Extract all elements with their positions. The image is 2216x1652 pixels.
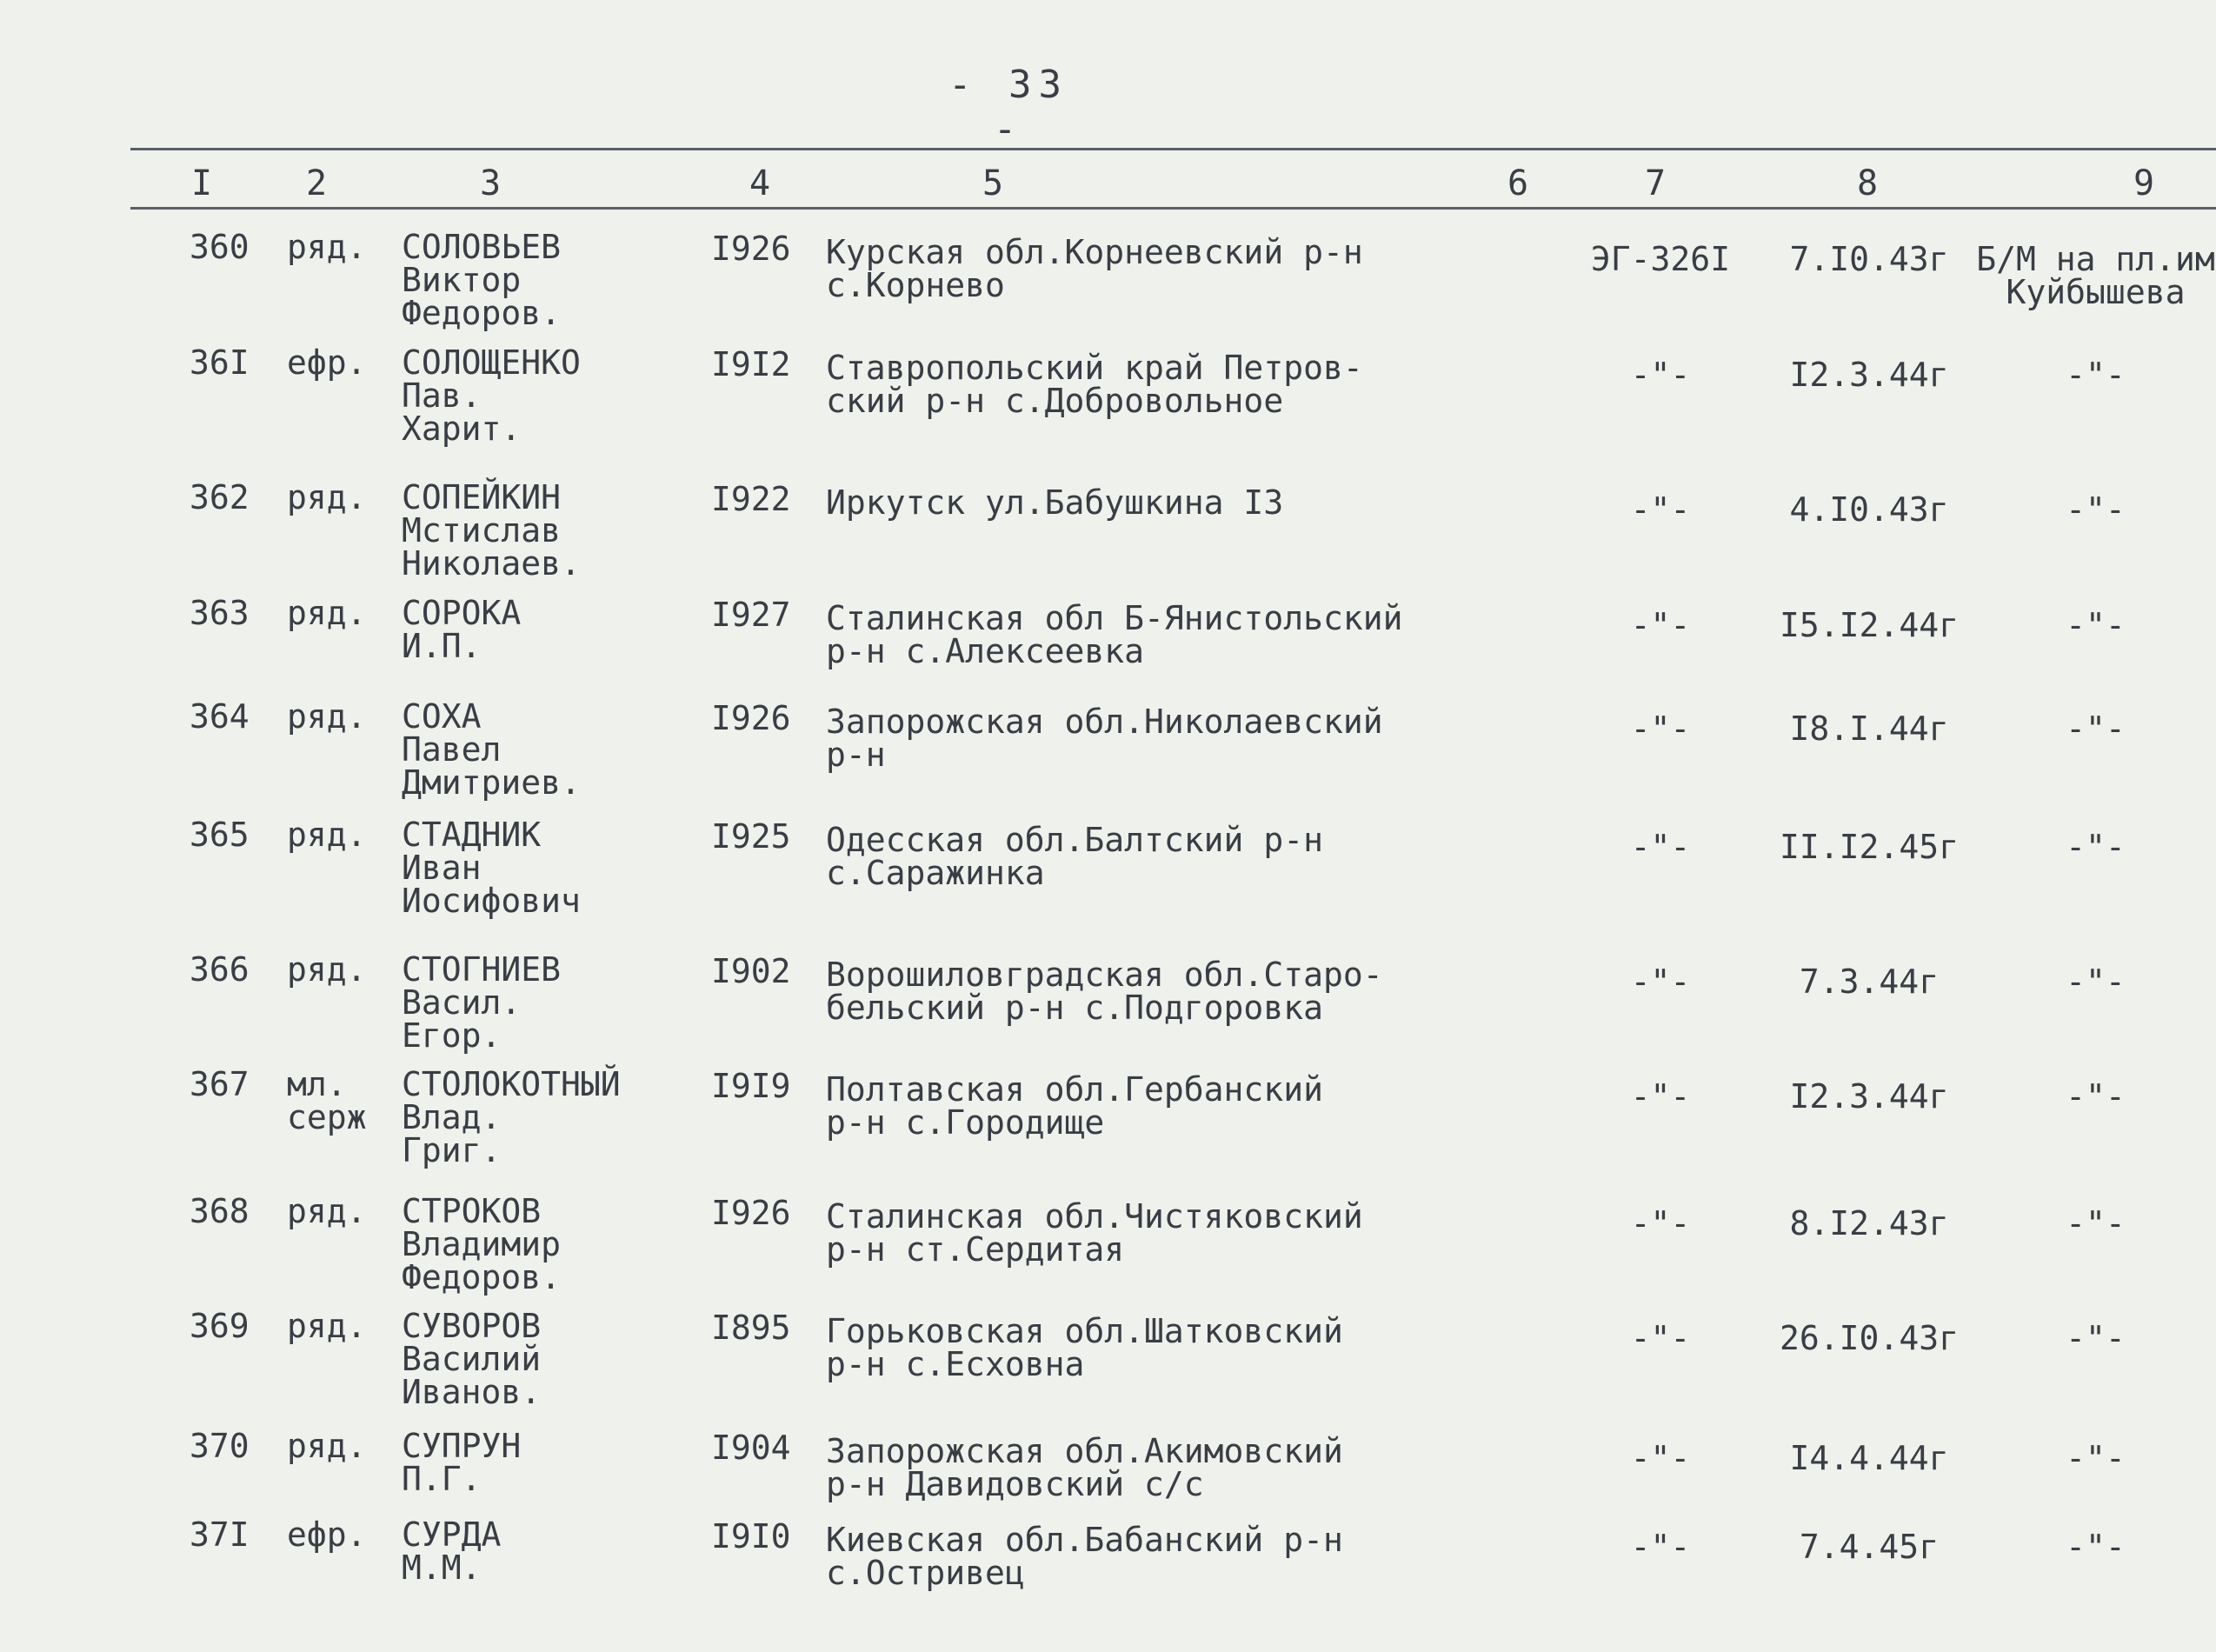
rank: ряд. [287,950,367,989]
document-ref: -"- [1630,963,1691,1001]
document-ref: ЭГ-326I [1590,240,1731,278]
full-name [402,1309,662,1409]
event-date: 26.I0.43г [1780,1319,1959,1357]
name-line: Дмитриев. [402,763,581,802]
full-name [402,816,662,920]
event-date: 4.I0.43г [1789,490,1949,529]
home-address [826,1197,1452,1269]
document-ref: -"- [1630,1204,1691,1242]
table-header-rule [130,207,2216,210]
record-number: 37I [190,1515,250,1554]
column-header-9: 9 [2133,163,2155,203]
name-line: Василий [402,1340,542,1378]
document-ref: -"- [1630,1077,1691,1116]
address-line: р-н с.Городище [826,1103,1105,1142]
home-address [826,1521,1452,1592]
document-ref: -"- [1630,1439,1691,1477]
record-number: 365 [190,816,250,854]
home-address [826,599,1452,670]
name-line: СУВОРОВ [402,1307,542,1345]
rank: ефр. [287,343,367,382]
document-ref: -"- [1630,356,1691,394]
record-number: 362 [190,478,250,516]
address-line: Киевская обл.Бабанский р-н [826,1521,1343,1559]
burial-line: -"- [2066,1439,2126,1477]
burial-place [1975,828,2216,866]
record-number: 366 [190,950,250,989]
name-line: Иван [402,849,482,887]
name-line: СТАДНИК [402,816,542,854]
rank: мл. серж [287,1065,367,1136]
address-line: ский р-н с.Добровольное [826,382,1284,420]
address-line: р-н [826,736,886,774]
name-line: И.П. [402,627,482,665]
rank: ряд. [287,1192,367,1230]
name-line: СТРОКОВ [402,1192,542,1230]
burial-line: -"- [2066,1319,2126,1357]
event-date: I5.I2.44г [1780,606,1959,644]
full-name [402,478,662,583]
full-name [402,596,662,663]
event-date: II.I2.45г [1780,828,1959,866]
burial-line: -"- [2066,828,2126,866]
record-number: 368 [190,1192,250,1230]
address-line: Курская обл.Корнеевский р-н [826,233,1363,271]
name-line: Николаев. [402,544,581,583]
name-line: СОХА [402,697,482,736]
birth-year: I895 [711,1309,791,1347]
name-line: Васил. [402,983,522,1022]
event-date: 7.3.44г [1799,963,1940,1001]
address-line: с.Саражинка [826,854,1045,892]
burial-place [1975,963,2216,1001]
name-line: М.М. [402,1549,482,1587]
name-line: СОПЕЙКИН [402,478,562,516]
burial-line: -"- [2066,709,2126,748]
event-date: I4.4.44г [1789,1439,1949,1477]
burial-place [1975,1204,2216,1242]
full-name [402,1427,662,1498]
burial-place [1975,1439,2216,1477]
home-address [826,1312,1452,1383]
name-line: Влад. [402,1098,502,1136]
name-line: Иосифович [402,882,581,920]
record-number: 363 [190,594,250,632]
name-line: Егор. [402,1016,502,1055]
address-line: р-н ст.Сердитая [826,1230,1125,1269]
rank: ефр. [287,1515,367,1554]
record-number: 370 [190,1427,250,1465]
home-address [826,483,1452,522]
burial-place [1975,356,2216,394]
burial-place [1975,240,2216,311]
address-line: Иркутск ул.Бабушкина I3 [826,483,1284,522]
event-date: I2.3.44г [1789,356,1949,394]
page-number: - 33 - [948,63,1068,151]
address-line: Сталинская обл.Чистяковский [826,1197,1363,1236]
full-name [402,950,662,1055]
name-line: П.Г. [402,1460,482,1498]
rank: ряд. [287,697,367,736]
rank: ряд. [287,816,367,854]
event-date: I2.3.44г [1789,1077,1949,1116]
rank: ряд. [287,228,367,266]
full-name [402,1515,662,1587]
column-header-2: 2 [305,163,328,203]
birth-year: I927 [711,596,791,634]
burial-line: Куйбышева [2006,273,2186,311]
burial-line: -"- [2066,490,2126,529]
burial-line: -"- [2066,963,2126,1001]
address-line: Одесская обл.Балтский р-н [826,821,1323,859]
birth-year: I926 [711,1194,791,1232]
column-header-7: 7 [1644,163,1667,203]
name-line: Мстислав [402,511,562,550]
home-address [826,821,1452,892]
burial-line: -"- [2066,356,2126,394]
birth-year: I926 [711,230,791,268]
full-name [402,343,662,448]
home-address [826,1070,1452,1142]
birth-year: I904 [711,1429,791,1467]
full-name [402,1065,662,1169]
birth-year: I9I2 [711,345,791,383]
name-line: Харит. [402,410,522,448]
name-line: Иванов. [402,1373,542,1411]
birth-year: I9I0 [711,1517,791,1555]
name-line: Федоров. [402,294,562,332]
burial-line: Б/М на пл.им [1976,240,2215,278]
record-number: 367 [190,1065,250,1103]
record-number: 36I [190,343,250,382]
document-ref: -"- [1630,709,1691,748]
name-line: СТОЛОКОТНЫЙ [402,1065,621,1103]
rank: ряд. [287,1427,367,1465]
column-header-5: 5 [982,163,1004,203]
address-line: р-н Давидовский с/с [826,1465,1204,1503]
name-line: Владимир [402,1225,562,1263]
event-date: 7.4.45г [1799,1528,1940,1566]
home-address [826,233,1452,304]
address-line: Запорожская обл.Акимовский [826,1432,1343,1470]
name-line: Григ. [402,1131,502,1169]
document-ref: -"- [1630,1528,1691,1566]
address-line: Полтавская обл.Гербанский [826,1070,1323,1109]
home-address [826,1432,1452,1503]
column-header-4: 4 [749,163,771,203]
address-line: Сталинская обл Б-Янистольский [826,599,1403,637]
name-line: СУПРУН [402,1427,522,1465]
birth-year: I9I9 [711,1067,791,1105]
record-number: 364 [190,697,250,736]
column-header-6: 6 [1507,163,1529,203]
name-line: Федоров. [402,1258,562,1296]
name-line: СОЛОЩЕНКО [402,343,581,382]
address-line: Запорожская обл.Николаевский [826,703,1383,741]
address-line: бельский р-н с.Подгоровка [826,989,1323,1027]
burial-place [1975,490,2216,529]
document-ref: -"- [1630,1319,1691,1357]
full-name [402,230,662,330]
burial-place [1975,1077,2216,1116]
address-line: р-н с.Алексеевка [826,632,1145,670]
address-line: с.Остривец [826,1554,1025,1592]
name-line: СОЛОВЬЕВ [402,228,562,266]
address-line: Ворошиловградская обл.Старо- [826,956,1383,994]
burial-line: -"- [2066,1528,2126,1566]
name-line: Виктор [402,261,522,299]
burial-line: -"- [2066,1077,2126,1116]
burial-place [1975,1528,2216,1566]
address-line: Ставропольский край Петров- [826,349,1363,387]
event-date: 7.I0.43г [1789,240,1949,278]
burial-line: -"- [2066,1204,2126,1242]
rank: ряд. [287,1307,367,1345]
name-line: СОРОКА [402,594,522,632]
rank: ряд. [287,594,367,632]
name-line: СУРДА [402,1515,502,1554]
column-header-8: 8 [1856,163,1879,203]
document-ref: -"- [1630,606,1691,644]
burial-place [1975,1319,2216,1357]
address-line: р-н с.Есховна [826,1345,1085,1383]
burial-place [1975,606,2216,644]
home-address [826,956,1452,1027]
document-ref: -"- [1630,828,1691,866]
burial-place [1975,709,2216,748]
full-name [402,697,662,802]
full-name [402,1192,662,1296]
rank: ряд. [287,478,367,516]
name-line: Пав. [402,376,482,415]
event-date: 8.I2.43г [1789,1204,1949,1242]
event-date: I8.I.44г [1789,709,1949,748]
name-line: СТОГНИЕВ [402,950,562,989]
record-number: 369 [190,1307,250,1345]
column-header-1: I [190,163,213,203]
column-header-3: 3 [479,163,502,203]
birth-year: I925 [711,817,791,856]
home-address [826,703,1452,774]
name-line: Павел [402,730,502,769]
birth-year: I902 [711,952,791,990]
birth-year: I926 [711,699,791,737]
home-address [826,349,1452,420]
burial-line: -"- [2066,606,2126,644]
address-line: с.Корнево [826,266,1005,304]
document-ref: -"- [1630,490,1691,529]
record-number: 360 [190,228,250,266]
table-top-rule [130,148,2216,150]
address-line: Горьковская обл.Шатковский [826,1312,1343,1350]
birth-year: I922 [711,480,791,518]
